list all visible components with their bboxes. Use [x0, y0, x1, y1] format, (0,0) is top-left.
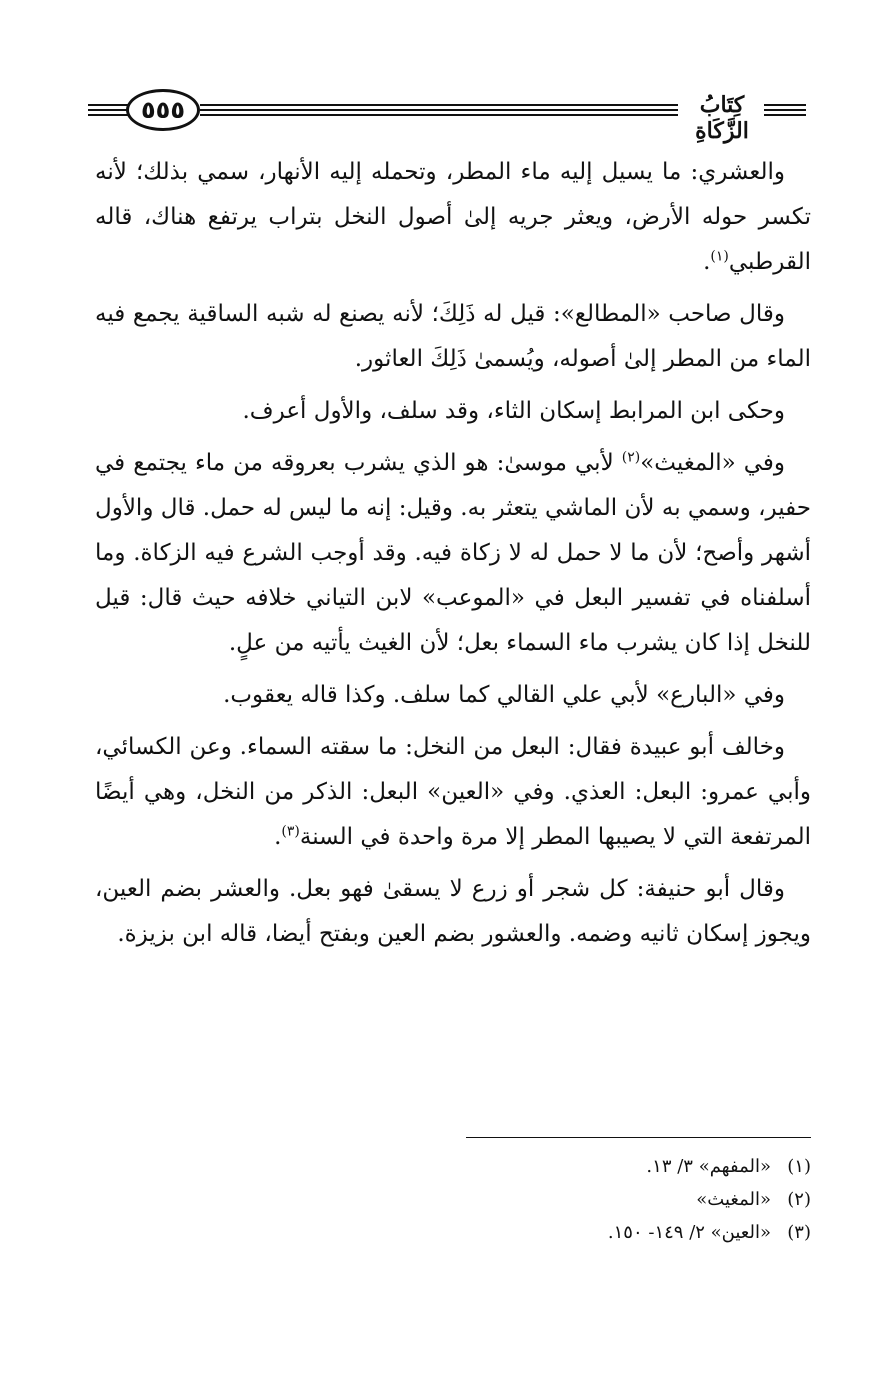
paragraph: والعشري: ما يسيل إليه ماء المطر، وتحمله إليه الأنهار، سمي بذلك؛ لأنه تكسر حوله الأرض، ويعثر جريه إلىٰ أصول النخل بتراب يرتفع هناك، قاله القرطبي$^{(١)}$.: [95, 159, 811, 275]
page-header: [88, 78, 806, 144]
paragraph: وفي «المغيث»$^{(٢)}$ لأبي موسىٰ: هو الذي يشرب بعروقه من ماء يجتمع في حفير، وسمي به لأن الماشي يتعثر به. وقيل: إنه ما ليس له حمل. قال والأول أشهر وأصح؛ لأن ما لا حمل له لا زكاة فيه. وقد أوجب الشرع فيه الزكاة. وما أسلفناه في تفسير البعل في «الموعب» لابن التياني خلافه حيث قال: قيل للنخل إذا كان يشرب ماء السماء بعل؛ لأن الغيث يأتيه من علٍ.: [95, 449, 811, 656]
footnote-text: «العين» ٢/ ١٤٩- ١٥٠.: [607, 1222, 771, 1243]
paragraph: وقال صاحب «المطالع»: قيل له ذَلِكَ؛ لأنه يصنع له شبه الساقية يجمع فيه الماء من المطر إلىٰ أصوله، ويُسمىٰ ذَلِكَ العاثور.: [95, 301, 811, 372]
header-rule: [88, 114, 128, 116]
page-number: ٥٥٥: [126, 89, 200, 131]
header-rule: [88, 109, 128, 111]
footnote-number: (٣): [787, 1222, 811, 1243]
header-rule: [764, 109, 806, 111]
book-title: كِتَابُ الزَّكَاةِ: [695, 92, 749, 144]
footnote: [95, 1216, 811, 1249]
footnote-number: (١): [787, 1156, 811, 1177]
header-rule: [764, 114, 806, 116]
paragraph: وخالف أبو عبيدة فقال: البعل من النخل: ما سقته السماء. وعن الكسائي، وأبي عمرو: البعل: العذي. وفي «العين» البعل: الذكر من النخل، وهي أيضًا المرتفعة التي لا يصيبها المطر إلا مرة واحدة في السنة$^{(٣)}$.: [95, 734, 811, 850]
footnotes: [95, 1150, 811, 1249]
header-rule: [764, 104, 806, 106]
paragraph: وقال أبو حنيفة: كل شجر أو زرع لا يسقىٰ فهو بعل. والعشر بضم العين، ويجوز إسكان ثانيه وضمه. والعشور بضم العين وبفتح أيضا، قاله ابن بزيزة.: [95, 876, 811, 947]
footnote-separator: [466, 1137, 811, 1138]
paragraph: وحكى ابن المرابط إسكان الثاء، وقد سلف، والأول أعرف.: [242, 398, 785, 424]
paragraph: وفي «البارع» لأبي علي القالي كما سلف. وكذا قاله يعقوب.: [223, 682, 785, 708]
footnote-text: «المغيث»: [696, 1189, 771, 1210]
footnote-number: (٢): [787, 1189, 811, 1210]
footnote-ref[interactable]: (١): [710, 248, 729, 265]
footnote: [95, 1150, 811, 1183]
header-rule: [200, 104, 678, 106]
header-rule: [200, 109, 678, 111]
header-rule: [88, 104, 128, 106]
footnote-ref[interactable]: (٢): [621, 449, 641, 466]
footnote-ref[interactable]: (٣): [281, 823, 300, 840]
footnote-text: «المفهم» ٣/ ١٣.: [646, 1156, 771, 1177]
footnote: [95, 1183, 811, 1216]
main-text: [95, 150, 811, 964]
header-rule: [200, 114, 678, 116]
